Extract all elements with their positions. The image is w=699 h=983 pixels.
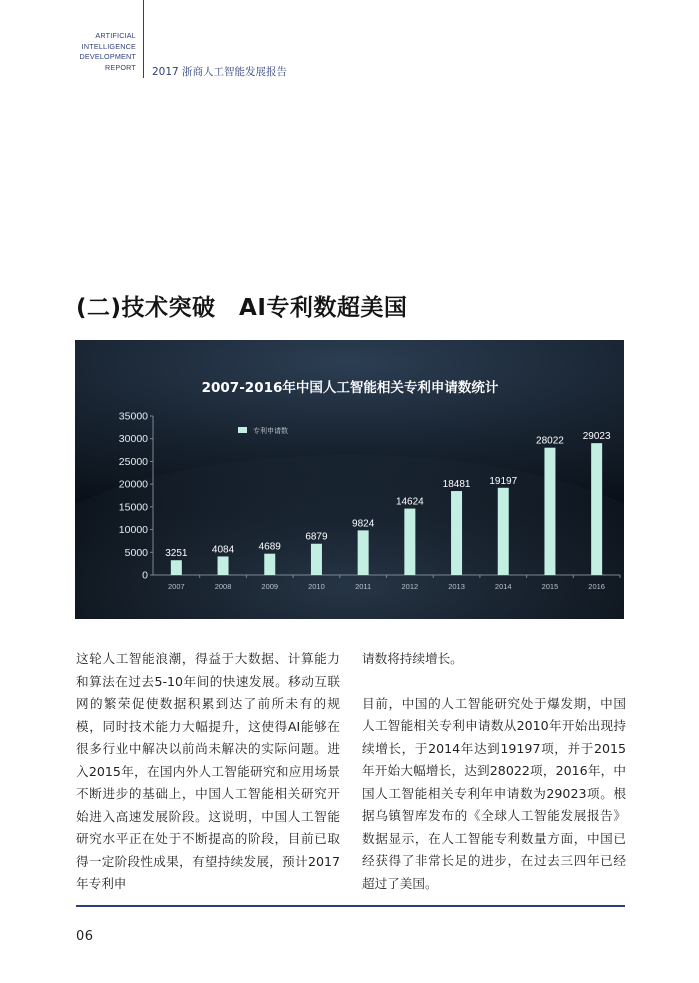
bar-2012	[404, 509, 415, 575]
x-tick-label: 2009	[261, 582, 279, 591]
x-tick-label: 2014	[494, 582, 512, 591]
bar-2011	[358, 530, 369, 575]
header-en-line: ARTIFICIAL	[95, 31, 136, 40]
footer-divider	[76, 905, 625, 907]
body-paragraph-continuation: 请数将持续增长。	[362, 651, 463, 666]
data-label-2009: 4689	[258, 541, 281, 553]
bar-2009	[264, 554, 275, 575]
header-en-line: DEVELOPMENT	[79, 52, 136, 62]
data-label-2010: 6879	[305, 531, 328, 543]
section-heading: (二)技术突破 AI专利数超美国	[76, 295, 408, 321]
bar-2016	[591, 443, 602, 575]
data-label-2013: 18481	[442, 479, 471, 491]
patent-chart	[75, 340, 624, 619]
bar-2014	[498, 488, 509, 575]
bar-2007	[171, 560, 182, 575]
header-english-label	[79, 31, 136, 73]
header-report-title: 2017 浙商人工智能发展报告	[152, 66, 288, 78]
x-tick-label: 2013	[448, 582, 465, 591]
data-label-2008: 4084	[211, 544, 235, 556]
x-tick-label: 2011	[355, 582, 372, 591]
bar-2010	[311, 544, 322, 575]
bar-2008	[218, 556, 229, 575]
header-en-line: INTELLIGENCE	[81, 41, 136, 51]
body-column-left	[76, 648, 340, 896]
data-label-2012: 14624	[395, 496, 424, 508]
data-label-2015: 28022	[536, 435, 564, 447]
y-tick-label: 30000	[118, 433, 148, 446]
x-tick-label: 2015	[541, 582, 559, 591]
bar-2015	[544, 448, 555, 575]
chart-title: 2007-2016年中国人工智能相关专利申请数统计	[201, 380, 499, 396]
header-divider	[143, 0, 144, 78]
body-paragraph: 目前，中国的人工智能研究处于爆发期，中国人工智能相关专利申请数从2010年开始出现持续增长，于2014年达到19197项，并于2015年开始大幅增长，达到28022项，2016年，中国人工智能相关专利年申请数为29023项。根据乌镇智库发布的《全球人工智能发展报告》数据显示，在人工智能专利数量方面，中国已经获得了非常长足的进步，在过去三四年已经超过了美国。	[362, 695, 626, 891]
y-tick-label: 10000	[118, 524, 148, 537]
y-tick-label: 15000	[118, 501, 148, 514]
bar-2013	[451, 491, 462, 575]
y-tick-label: 20000	[118, 478, 148, 491]
legend-label: 专利申请数	[253, 427, 288, 435]
x-tick-label: 2010	[308, 582, 325, 591]
data-label-2014: 19197	[489, 475, 518, 487]
y-tick-label: 5000	[124, 546, 148, 559]
x-tick-label: 2012	[401, 582, 419, 591]
y-tick-label: 35000	[118, 410, 148, 423]
data-label-2011: 9824	[352, 518, 375, 530]
legend-swatch	[238, 427, 247, 433]
data-label-2016: 29023	[582, 431, 611, 443]
x-tick-label: 2008	[214, 582, 232, 591]
background-glow	[75, 455, 624, 619]
x-tick-label: 2007	[168, 582, 185, 591]
y-tick-label: 25000	[118, 455, 148, 468]
header-en-line: REPORT	[104, 62, 136, 72]
page-number: 06	[76, 929, 94, 944]
body-column-right	[362, 648, 626, 895]
chart-svg	[75, 340, 624, 619]
data-label-2007: 3251	[165, 548, 188, 560]
body-paragraph: 这轮人工智能浪潮，得益于大数据、计算能力和算法在过去5-10年间的快速发展。移动互联网的繁荣促使数据积累到达了前所未有的规模，同时技术能力大幅提升，这使得AI能够在很多行业中解决以前尚未解决的实际问题。进入2015年，在国内外人工智能研究和应用场景不断进步的基础上，中国人工智能相关研究开始进入高速发展阶段。这说明，中国人工智能研究水平正在处于不断提高的阶段，目前已取得一定阶段性成果，有望持续发展，预计2017年专利申	[76, 651, 340, 891]
x-tick-label: 2016	[588, 582, 605, 591]
y-tick-label: 0	[142, 569, 148, 582]
